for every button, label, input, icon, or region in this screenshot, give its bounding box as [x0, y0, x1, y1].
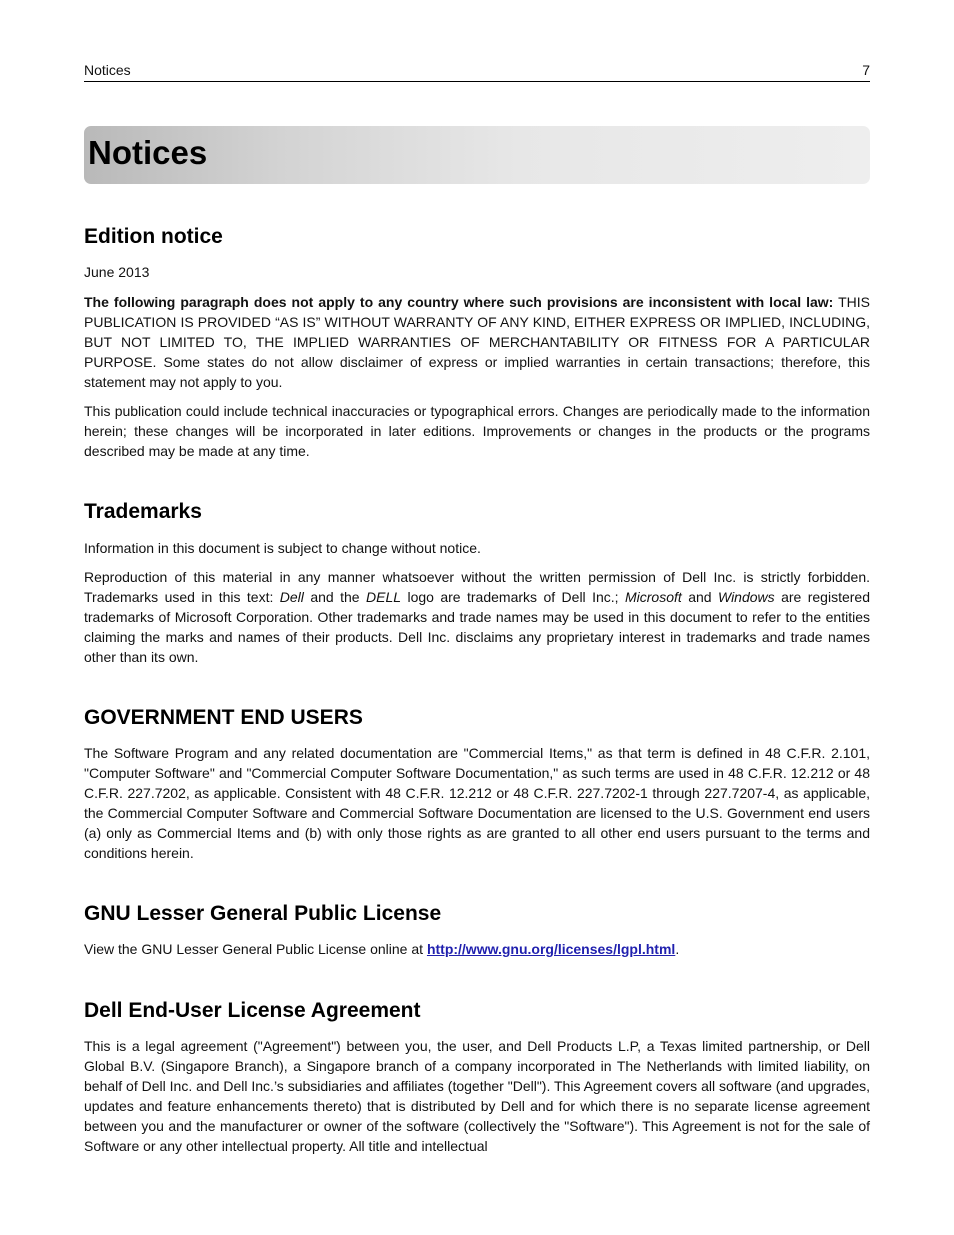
trademarks-heading: Trademarks — [84, 500, 202, 523]
gnu-text: View the GNU Lesser General Public License online at — [84, 941, 427, 957]
trademarks-text-a: Reproduction of this material in any manner whatsoever without the written permission of Dell Inc. is strictly forbidden. Trademarks used in this text: — [84, 569, 870, 605]
edition-disclaimer — [84, 293, 870, 393]
eula-heading: Dell End-User License Agreement — [84, 999, 421, 1022]
disclaimer-bold-lead: The following paragraph does not apply to any country where such provisions are inconsistent with local law: — [84, 294, 834, 310]
trademark-microsoft: Microsoft — [624, 588, 682, 605]
chapter-title: Notices — [88, 134, 208, 171]
lgpl-link[interactable]: http://www.gnu.org/licenses/lgpl.html — [426, 941, 676, 957]
chapter-title-band — [84, 126, 870, 184]
government-heading: GOVERNMENT END USERS — [84, 706, 363, 729]
gnu-paragraph — [84, 940, 870, 960]
page-number: 7 — [862, 62, 870, 78]
edition-notice-heading: Edition notice — [84, 225, 223, 248]
trademarks-paragraph-2 — [84, 568, 870, 668]
trademark-windows: Windows — [717, 588, 775, 605]
running-header-section: Notices — [84, 62, 131, 78]
gnu-heading: GNU Lesser General Public License — [84, 902, 442, 925]
edition-paragraph-2: This publication could include technical inaccuracies or typographical errors. Changes are periodically made to the information herein; these changes will be incorporated in later editions. Improvements or changes in the products or the programs described may be made at any time. — [84, 403, 870, 459]
trademark-dell-logo: DELL — [366, 588, 402, 605]
trademarks-paragraph-1: Information in this document is subject to change without notice. — [84, 540, 481, 556]
trademarks-text-e: are registered trademarks of Microsoft Corporation. Other trademarks and trade names may be used in this document to refer to the entities claiming the marks and names of their products. Dell Inc. disclaims any proprietary interest in trademarks and trade names other than its own. — [84, 588, 870, 665]
trademarks-text-b: and the — [303, 588, 366, 605]
trademarks-text-d: and — [681, 588, 718, 605]
trademarks-text-c: logo are trademarks of Dell Inc.; — [401, 588, 625, 605]
government-paragraph: The Software Program and any related documentation are "Commercial Items," as that term is defined in 48 C.F.R. 2.101, "Computer Software" and "Commercial Computer Software Documentation," as such terms are used in 48 C.F.R. 12.212 or 48 C.F.R. 227.7202, as applicable. Consistent with 48 C.F.R. 12.212 or 48 C.F.R. 227.7202-1 through 227.7207-4, as applicable, the Commercial Computer Software and Commercial Software Documentation are licensed to the U.S. Government end users (a) only as Commercial Items and (b) with only those rights as are granted to all other end users pursuant to the terms and conditions herein. — [84, 745, 870, 861]
eula-paragraph: This is a legal agreement ("Agreement") between you, the user, and Dell Products L.P, a Texas limited partnership, or Dell Global B.V. (Singapore Branch), a Singapore branch of a company incorporated in The Netherlands with limited liability, on behalf of Dell Inc. and Dell Inc.’s subsidiaries and affiliates (together "Dell"). This Agreement covers all software (and upgrades, updates and feature enhancements thereto) that is distributed by Dell and for which there is no separate license agreement between you and the manufacturer or owner of the software (collectively the "Software"). This Agreement is not for the sale of Software or any other intellectual property. All title and intellectual — [84, 1038, 870, 1154]
running-header — [84, 60, 870, 82]
disclaimer-text: THIS PUBLICATION IS PROVIDED “AS IS” WITHOUT WARRANTY OF ANY KIND, EITHER EXPRESS OR IMPLIED, INCLUDING, BUT NOT LIMITED TO, THE IMPLIED WARRANTIES OF MERCHANTABILITY OR FITNESS FOR A PARTICULAR PURPOSE. Some states do not allow disclaimer of express or implied warranties in certain transactions; therefore, this statement may not apply to you. — [84, 294, 871, 390]
trademark-dell: Dell — [279, 588, 304, 605]
edition-date: June 2013 — [84, 264, 150, 280]
gnu-text-end: . — [675, 941, 680, 957]
